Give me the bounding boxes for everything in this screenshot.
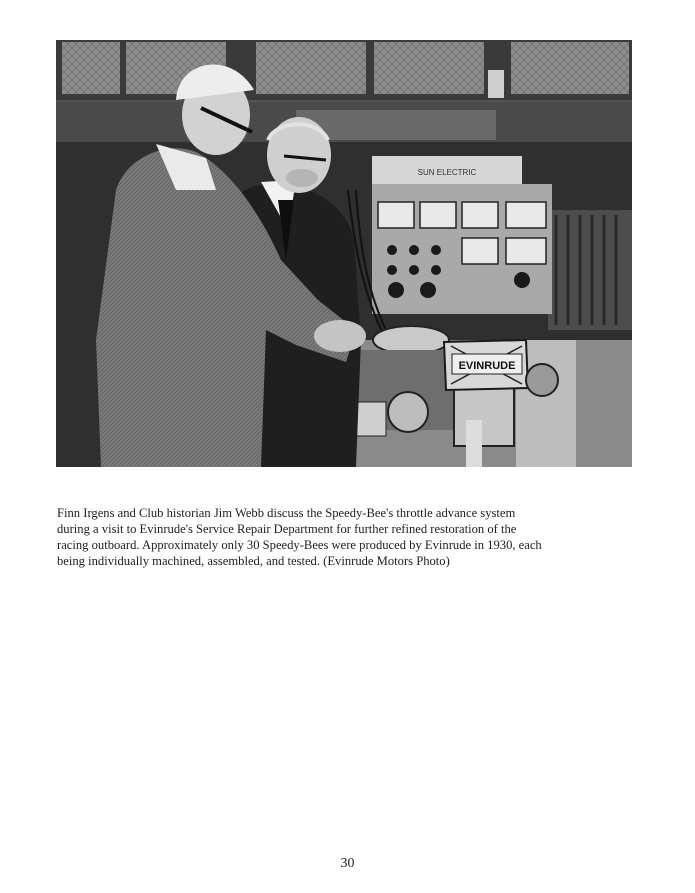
page-number: 30 — [340, 856, 355, 871]
caption-line: being individually machined, assembled, and tested. (Evinrude Motors Photo) — [57, 554, 450, 568]
caption-line: racing outboard. Approximately only 30 Speedy-Bees were produced by Evinrude in 1930, each — [57, 538, 542, 552]
photo-illustration — [56, 40, 632, 467]
caption-line: Finn Irgens and Club historian Jim Webb discuss the Speedy-Bee's throttle advance system — [57, 506, 516, 520]
photo-caption — [57, 505, 642, 569]
sign-text: EVINRUDE — [458, 360, 516, 372]
panel-label: SUN ELECTRIC — [417, 168, 477, 177]
caption-line: during a visit to Evinrude's Service Repair Department for further refined restoration of the — [57, 522, 517, 536]
photograph — [56, 40, 632, 467]
